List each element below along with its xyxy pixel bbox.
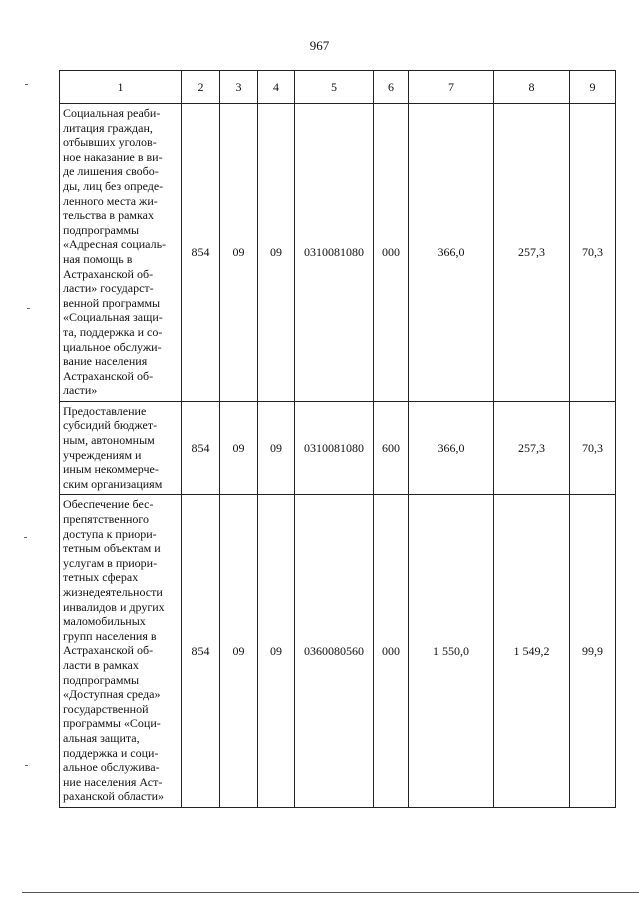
cell-section: 09 [220,401,258,495]
desc-line: альное обслужива- [63,760,160,775]
cell-target-article: 0310081080 [295,104,374,402]
table-row [60,401,616,495]
header-cell-9: 9 [570,71,616,104]
desc-line: тетным объектам и [63,541,161,556]
desc-line: поддержка и соци- [63,745,159,760]
desc-line: ние населения Аст- [63,774,163,789]
header-row [60,71,616,104]
cell-executed: 1 549,2 [494,495,570,807]
row-description [60,401,182,495]
desc-line: доступа к приори- [63,526,157,541]
desc-line: услугам в приори- [63,555,158,570]
header-cell-6: 6 [374,71,409,104]
desc-line: ласти» [63,383,98,398]
scan-speck [24,537,27,538]
desc-line: жизнедеятельности [63,585,163,599]
cell-planned: 1 550,0 [409,495,494,807]
desc-line: Астраханской об- [63,266,154,281]
desc-line: Астраханской об- [63,643,154,658]
header-cell-1: 1 [60,71,182,104]
cell-target-article: 0310081080 [295,401,374,495]
cell-target-article: 0360080560 [295,495,374,807]
row-description [60,104,182,402]
desc-line: «Адресная социаль- [63,237,167,252]
desc-line: тельства в рамках [63,208,154,223]
desc-line: «Доступная среда» [63,687,161,702]
cell-subsection: 09 [258,104,295,402]
scan-speck [27,308,30,309]
desc-line: подпрограммы [63,672,140,687]
desc-line: раханской области» [63,789,164,804]
cell-expense-type: 000 [374,495,409,807]
desc-line: вание населения [63,354,148,369]
desc-line: литация граждан, [63,120,153,135]
cell-percent: 70,3 [570,104,616,402]
desc-line: тетных сферах [63,570,139,585]
scan-speck [25,765,28,766]
header-cell-5: 5 [295,71,374,104]
desc-line: подпрограммы [63,222,140,237]
desc-line: ды, лиц без опреде- [63,178,164,193]
cell-subsection: 09 [258,401,295,495]
page-number: 967 [309,38,330,53]
desc-line: иным некоммерче- [63,462,159,477]
header-cell-7: 7 [409,71,494,104]
desc-line: программы «Соци- [63,716,161,731]
header-cell-4: 4 [258,71,295,104]
desc-line: препятственного [63,512,150,527]
scan-speck [25,84,28,85]
desc-line: ласти» государст- [63,281,154,296]
desc-line: ное наказание в ви- [63,149,163,164]
table-row [60,104,616,402]
cell-planned: 366,0 [409,401,494,495]
table-row [60,495,616,807]
budget-table [59,70,616,808]
desc-line: альная защита, [63,730,140,745]
header-cell-2: 2 [182,71,220,104]
cell-section: 09 [220,104,258,402]
desc-line: венной программы [63,295,161,310]
desc-line: инвалидов и других [63,599,165,614]
desc-line: Предоставление [63,403,147,418]
cell-admin-code: 854 [182,495,220,807]
desc-line: маломобильных [63,614,146,629]
row-description [60,495,182,807]
cell-planned: 366,0 [409,104,494,402]
cell-percent: 70,3 [570,401,616,495]
cell-executed: 257,3 [494,104,570,402]
desc-line: субсидий бюджет- [63,418,158,433]
desc-line: учреждениям и [63,447,142,462]
header-cell-8: 8 [494,71,570,104]
desc-line: государственной [63,701,149,716]
desc-line: ским организациям [63,476,163,491]
cell-executed: 257,3 [494,401,570,495]
desc-line: де лишения свобо- [63,164,159,179]
cell-admin-code: 854 [182,401,220,495]
desc-line: отбывших уголов- [63,135,157,150]
header-cell-3: 3 [220,71,258,104]
cell-percent: 99,9 [570,495,616,807]
cell-admin-code: 854 [182,104,220,402]
desc-line: циальное обслужи- [63,339,162,354]
footer-rule [22,892,639,893]
cell-subsection: 09 [258,495,295,807]
desc-line: ная помощь в [63,251,133,266]
desc-line: ласти в рамках [63,657,139,672]
cell-section: 09 [220,495,258,807]
desc-line: Социальная реаби- [63,106,161,120]
desc-line: Обеспечение бес- [63,497,154,512]
cell-expense-type: 000 [374,104,409,402]
desc-line: ным, автономным [63,433,155,448]
desc-line: групп населения в [63,628,157,643]
desc-line: Астраханской об- [63,368,154,383]
desc-line: ленного места жи- [63,193,158,208]
desc-line: «Социальная защи- [63,310,163,325]
desc-line: та, поддержка и со- [63,324,163,339]
cell-expense-type: 600 [374,401,409,495]
